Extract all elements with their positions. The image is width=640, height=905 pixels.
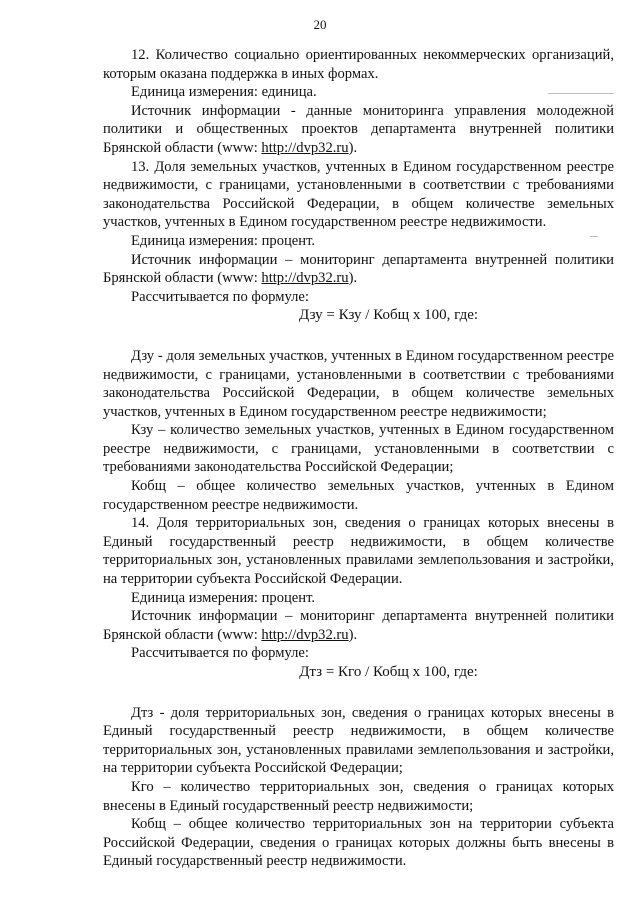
source-text: Источник информации - данные мониторинга управления молодежной политики и общественных проектов департамента внутренней политики Брянской области (www:	[103, 102, 614, 156]
source-text-end: ).	[348, 139, 358, 156]
indicator-14-definition-kobshch: Кобщ – общее количество территориальных зон на территории субъекта Российской Федерации, сведения о границах которых должны быть внесены в Единый государственный реестр недвижимости.	[103, 816, 614, 870]
indicator-13-definition-kobshch: Кобщ – общее количество земельных участков, учтенных в Едином государственном реестре недвижимости.	[103, 478, 614, 513]
indicator-12-unit: Единица измерения: единица.	[131, 84, 317, 101]
indicator-13-source	[103, 251, 614, 288]
source-link[interactable]: http://dvp32.ru	[261, 626, 349, 643]
source-link[interactable]: http://dvp32.ru	[261, 139, 349, 156]
document-body	[103, 46, 614, 871]
indicator-13-formula: Дзу = Кзу / Кобщ х 100, где:	[298, 307, 479, 324]
page-number: 20	[313, 17, 327, 32]
spacer	[103, 682, 614, 704]
indicator-14-definition-kgo: Кго – количество территориальных зон, сведения о границах которых внесены в Единый государственный реестр недвижимости;	[103, 778, 614, 814]
indicator-12-source	[103, 102, 614, 158]
source-text-end: ).	[348, 270, 358, 287]
indicator-14-title: 14. Доля территориальных зон, сведения о границах которых внесены в Единый государственный реестр недвижимости, в общем количестве территориальных зон, установленных правилами землепользования и застройки, на территории субъекта Российской Федерации.	[103, 515, 614, 588]
indicator-12-title: 12. Количество социально ориентированных некоммерческих организаций, которым оказана поддержка в иных формах.	[103, 47, 614, 82]
indicator-13-calc-label: Рассчитывается по формуле:	[131, 288, 309, 305]
source-link[interactable]: http://dvp32.ru	[261, 270, 349, 287]
indicator-13-unit: Единица измерения: процент.	[131, 232, 316, 249]
source-text-end: ).	[348, 626, 358, 643]
indicator-13-definition-dzu: Дзу - доля земельных участков, учтенных в Едином государственном реестре недвижимости, с границами, установленными в соответствии с требованиями законодательства Российской Федерации, в общем количестве земельных участков, учтенных в Едином государственном реестре недвижимости;	[103, 347, 614, 420]
indicator-14-source	[103, 607, 614, 644]
indicator-14-calc-label: Рассчитывается по формуле:	[131, 645, 309, 662]
source-text: Источник информации – мониторинг департамента внутренней политики Брянской области (www:	[103, 608, 614, 643]
indicator-14-definition-dtz: Дтз - доля территориальных зон, сведения о границах которых внесены в Единый государственный реестр недвижимости, в общем количестве территориальных зон, установленных правилами землепользования и застройки, на территории субъекта Российской Федерации;	[103, 704, 614, 777]
indicator-14-formula: Дтз = Кго / Кобщ х 100, где:	[299, 664, 478, 680]
indicator-13-definition-kzu: Кзу – количество земельных участков, учтенных в Едином государственном реестре недвижимости, с границами, установленными в соответствии с требованиями законодательства Российской Федерации;	[103, 422, 614, 476]
source-text: Источник информации – мониторинг департамента внутренней политики Брянской области (www:	[103, 251, 614, 287]
spacer	[103, 325, 614, 347]
indicator-13-title: 13. Доля земельных участков, учтенных в Едином государственном реестре недвижимости, с границами, установленными в соответствии с требованиями законодательства Российской Федерации, в общем количестве земельных участков, учтенных в Едином государственном реестре недвижимости.	[103, 158, 614, 231]
indicator-14-unit: Единица измерения: процент.	[131, 589, 316, 606]
